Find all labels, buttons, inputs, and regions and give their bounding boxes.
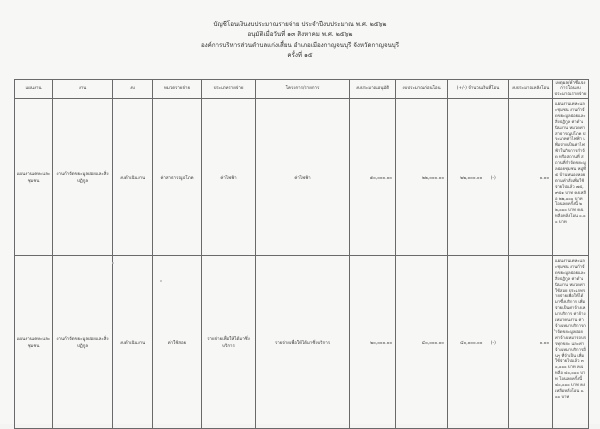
cell-after: ๐.๐๐ bbox=[509, 99, 553, 256]
col-header-approved: งบประมาณอนุมัติ bbox=[350, 80, 396, 99]
cell-transfer bbox=[448, 256, 509, 429]
cell-before: ๒๒,๐๐๐.๐๐ bbox=[396, 99, 448, 256]
cell-plan: แผนงานเคหะและชุมชน bbox=[15, 99, 53, 256]
cell-budget: งบดำเนินงาน bbox=[113, 99, 153, 256]
col-header-project: โครงการ/รายการ bbox=[256, 80, 350, 99]
cell-approved: ๕๐,๐๐๐.๐๐ bbox=[350, 99, 396, 256]
cell-reason: แผนงานเคหะและชุมชน งานกำจัดขยะมูลฝอยและสิ่งปฏิกูล ค่าดำเนินงาน หมวดค่าใช้สอย ประเภทรายจ่ายเพื่อให้ได้มาซึ่งบริการ เพื่อจ่ายเป็นค่าจ้างเหมาบริการ ค่าจ้างเหมาคนงาน ค่าจ้างเหมาบริการกำจัดขยะมูลฝอย ค่าจ้างเหมารถบรรทุกขยะ และค่าจ้างเหมาบริการอื่นๆ ที่จำเป็น เพื่อใช้จ่ายไปแล้ว ๓๐,๐๐๐ บาท คงเหลือ ๔๐,๐๐๐ บาท โอนลดครั้งนี้ ๔๐,๐๐๐ บาท คงเหลือหลังโอน ๐.๐๐ บาท bbox=[553, 256, 589, 429]
col-header-before: งบประมาณก่อนโอน bbox=[396, 80, 448, 99]
header-organization: องค์การบริหารส่วนตำบลแก่งเสี้ยน อำเภอเมืองกาญจนบุรี จังหวัดกาญจนบุรี bbox=[200, 41, 400, 49]
cell-before: ๔๐,๐๐๐.๐๐ bbox=[396, 256, 448, 429]
cell-type: ค่าไฟฟ้า bbox=[202, 99, 256, 256]
cell-after: ๐.๐๐ bbox=[509, 256, 553, 429]
table-row bbox=[15, 256, 589, 429]
cell-work: งานกำจัดขยะมูลฝอยและสิ่งปฏิกูล bbox=[53, 256, 113, 429]
transfer-sign: (-) bbox=[490, 175, 496, 181]
col-header-budget: งบ bbox=[113, 80, 153, 99]
header-approval-date: อนุมัติเมื่อวันที่ ๑๓ สิงหาคม พ.ศ. ๒๕๖๒ bbox=[247, 31, 353, 39]
col-header-work: งาน bbox=[53, 80, 113, 99]
scan-speck bbox=[160, 280, 162, 282]
cell-project: ค่าไฟฟ้า bbox=[256, 99, 350, 256]
header-title: บัญชีโอนเงินงบประมาณรายจ่าย ประจำปีงบประมาณ พ.ศ. ๒๕๖๒ bbox=[213, 21, 387, 28]
header-round: ครั้งที่ ๑๕ bbox=[287, 51, 313, 59]
col-header-plan: แผนงาน bbox=[15, 80, 53, 99]
table-header-row bbox=[15, 80, 589, 99]
cell-plan: แผนงานเคหะและชุมชน bbox=[15, 256, 53, 429]
col-header-transfer: (+/-) จำนวนเงินที่โอน bbox=[448, 80, 509, 99]
cell-project: รายจ่ายเพื่อให้ได้มาซึ่งบริการ bbox=[256, 256, 350, 429]
table-row bbox=[15, 99, 589, 256]
cell-category: ค่าใช้สอย bbox=[153, 256, 202, 429]
col-header-category: หมวดรายจ่าย bbox=[153, 80, 202, 99]
transfer-sign: (-) bbox=[490, 340, 496, 346]
cell-type: รายจ่ายเพื่อให้ได้มาซึ่งบริการ bbox=[202, 256, 256, 429]
cell-category: ค่าสาธารณูปโภค bbox=[153, 99, 202, 256]
cell-reason: แผนงานเคหะและชุมชน งานกำจัดขยะมูลฝอยและสิ่งปฏิกูล ค่าดำเนินงาน หมวดค่าสาธารณูปโภค ประเภทค่าไฟฟ้า เพื่อจ่ายเป็นค่าไฟฟ้าในกิจการกำจัด หรือสถานที่ สถานที่กำจัดขยะมูลฝอยชุมชน หมู่ที่ ๕ บ้านหนองหอย ตามคำสั่งเพื่อใช้จ่ายไปแล้ว ๗๕,๙๕๑ บาท คงเหลือ ๒๒,๐๐๐ บาท โอนลดครั้งนี้ ๒๒,๐๐๐ บาท คงเหลือหลังโอน ๐.๐๐ บาท bbox=[553, 99, 589, 256]
document-header bbox=[0, 20, 600, 61]
col-header-reason: เหตุผล/คำชี้แจงการโอนงบประมาณรายจ่าย bbox=[553, 80, 589, 99]
scan-speck bbox=[112, 262, 114, 264]
budget-transfer-table bbox=[14, 79, 589, 429]
col-header-type: ประเภทรายจ่าย bbox=[202, 80, 256, 99]
cell-approved: ๒๐,๐๐๐.๐๐ bbox=[350, 256, 396, 429]
cell-work: งานกำจัดขยะมูลฝอยและสิ่งปฏิกูล bbox=[53, 99, 113, 256]
col-header-after: งบประมาณหลังโอน bbox=[509, 80, 553, 99]
cell-transfer bbox=[448, 99, 509, 256]
transfer-amount: ๔๐,๐๐๐.๐๐ bbox=[460, 340, 483, 346]
cell-budget: งบดำเนินงาน bbox=[113, 256, 153, 429]
transfer-amount: ๒๒,๐๐๐.๐๐ bbox=[460, 175, 483, 181]
